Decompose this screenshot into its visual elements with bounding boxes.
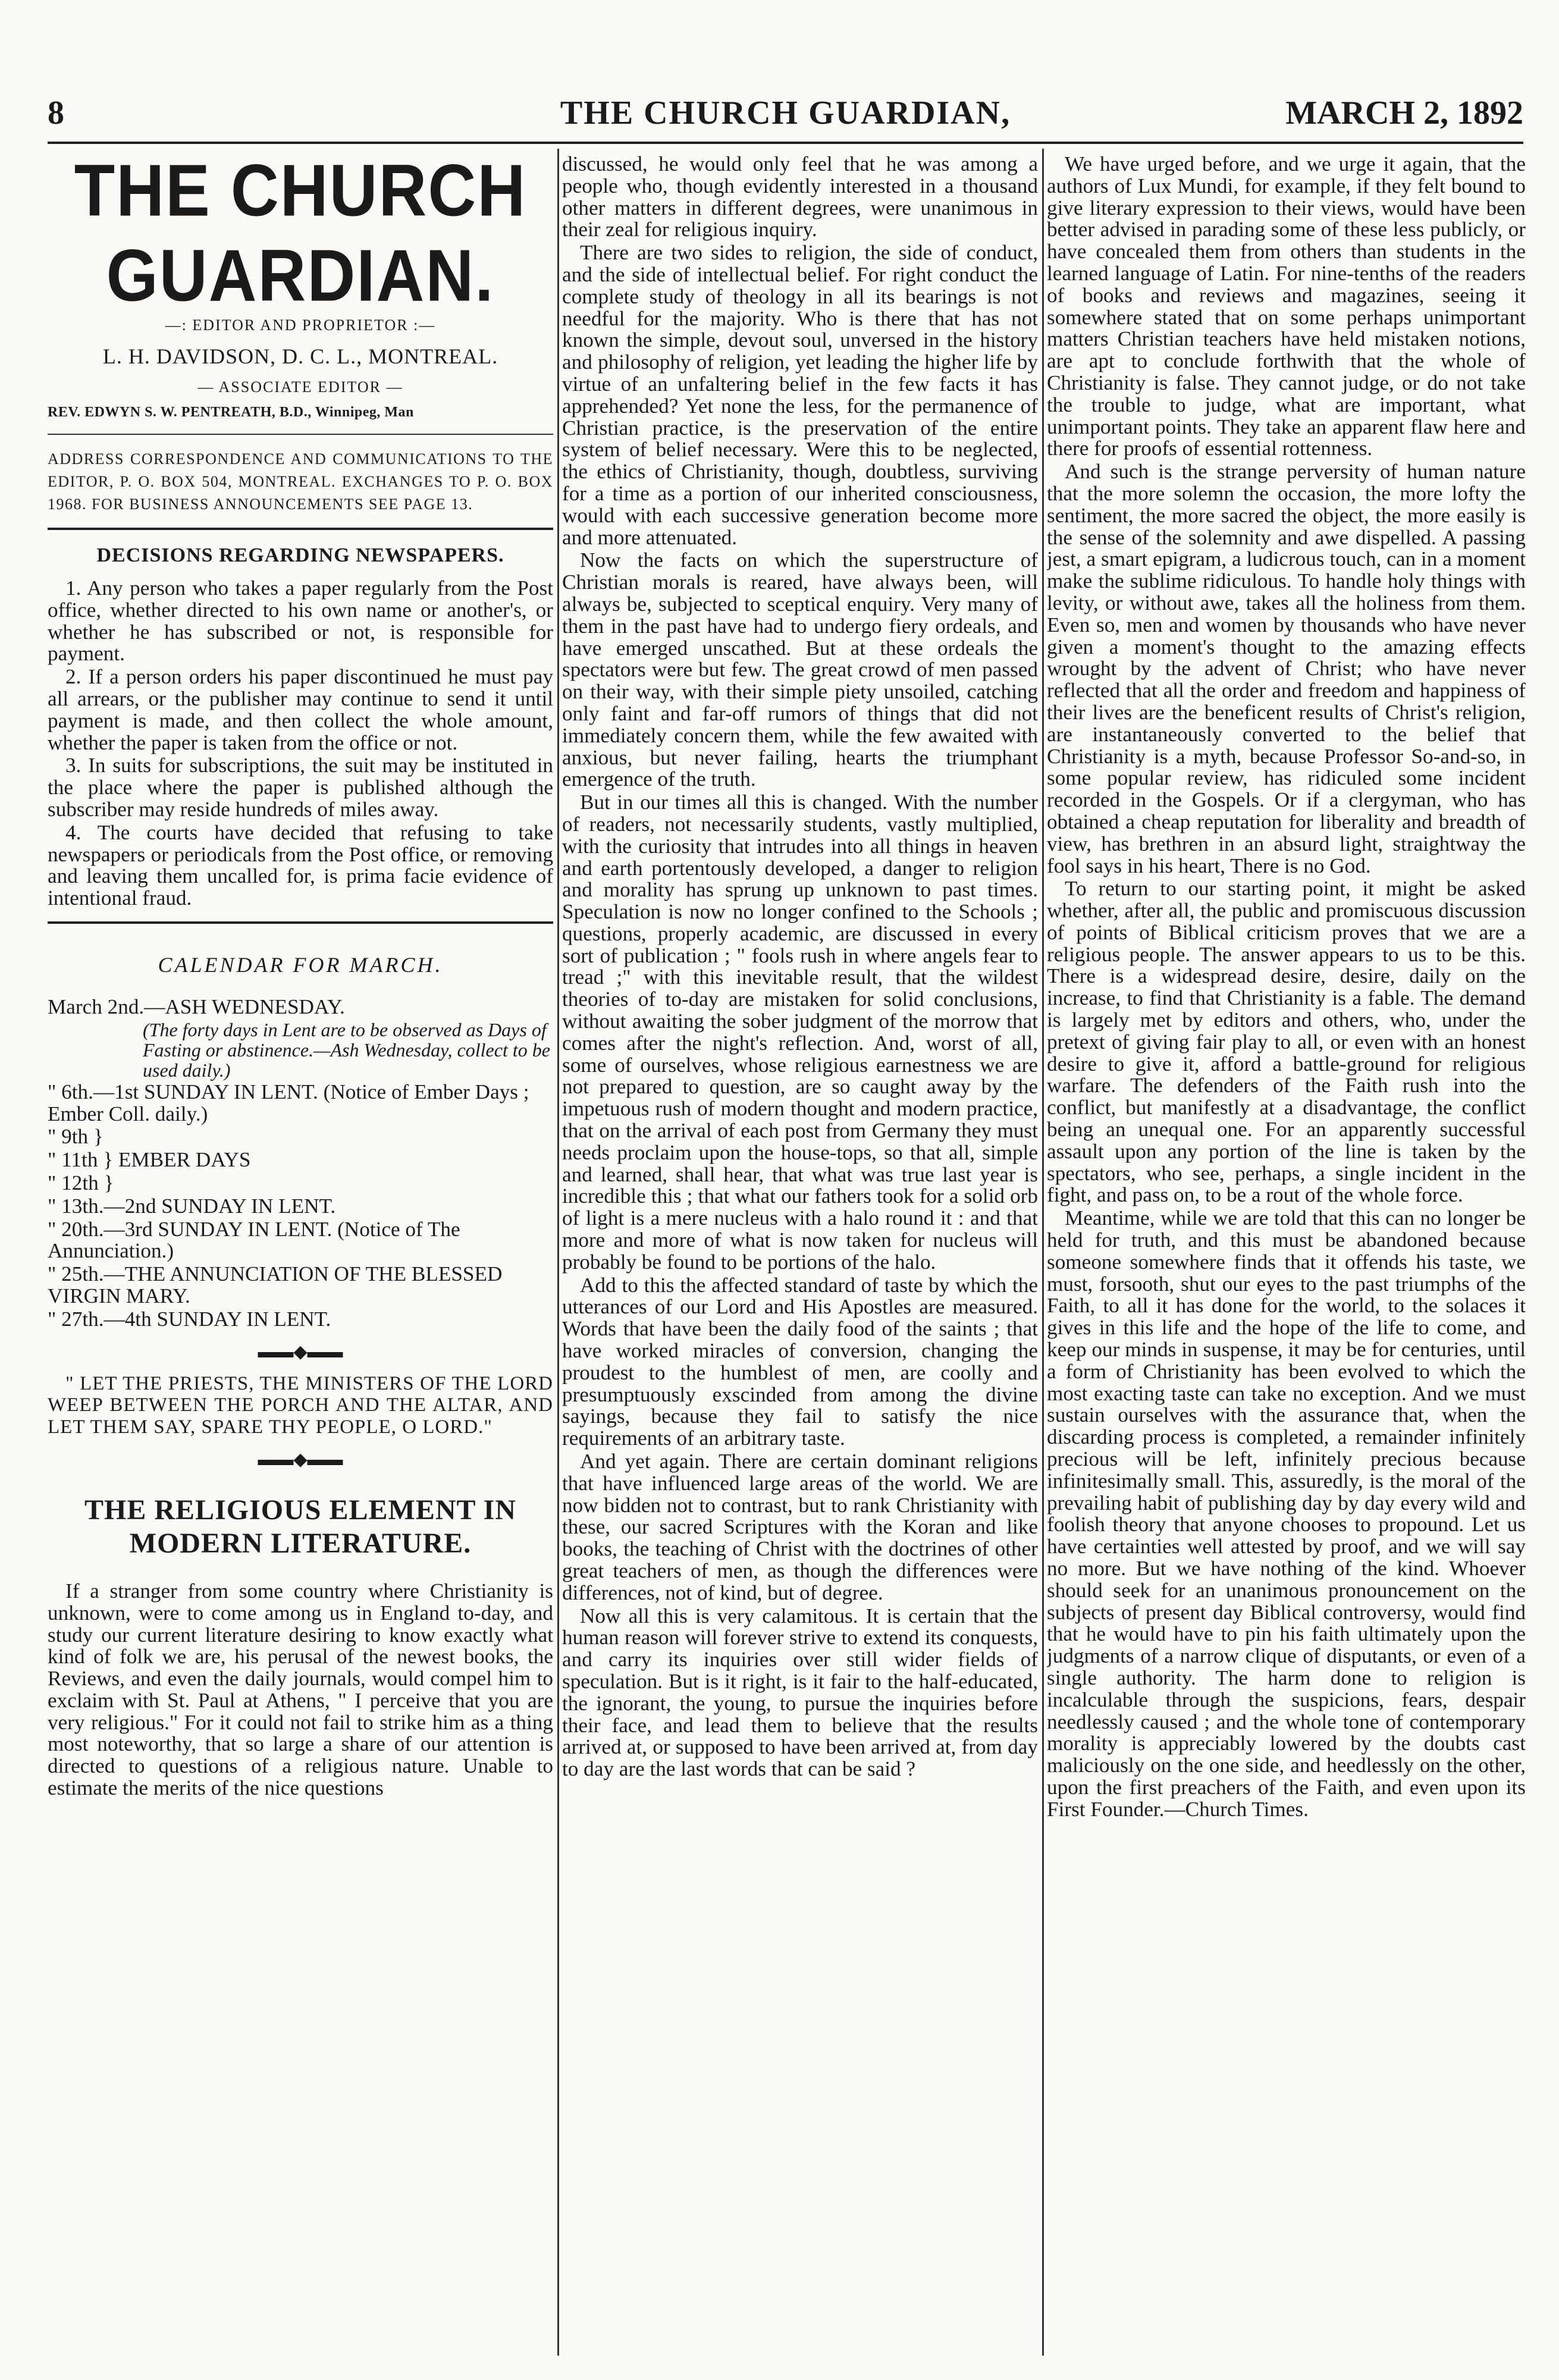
decision-item: 3. In suits for subscriptions, the suit may be instituted in the place where the paper is published although the subscriber may reside hundreds of miles away. [48,754,553,821]
column-3 [1047,153,1526,2356]
calendar-entry: " 20th.—3rd SUNDAY IN LENT. (Notice of The Annunciation.) [48,1217,460,1263]
column-divider [1042,149,1044,2356]
article-heading: THE RELIGIOUS ELEMENT IN MODERN LITERATURE. [84,1494,516,1559]
column-divider [557,149,559,2356]
calendar-entry: March 2nd.—ASH WEDNESDAY. [48,995,345,1018]
page-header [48,94,1523,142]
divider [48,528,553,530]
masthead-title: THE CHURCH GUARDIAN. [74,153,527,316]
column-2 [562,153,1038,2356]
calendar-entry: " 12th } [48,1171,114,1194]
column-1 [48,153,553,2356]
calendar-entry: " 6th.—1st SUNDAY IN LENT. (Notice of Ember Days ; Ember Coll. daily.) [48,1080,529,1125]
address-notice: ADDRESS CORRESPONDENCE AND COMMUNICATIONS TO THE EDITOR, P. O. BOX 504, MONTREAL. EXCHANGES TO P. O. BOX 1968. FOR BUSINESS ANNOUNCEMENTS SEE PAGE 13. [48,450,553,513]
page-number: 8 [48,95,64,131]
ornament-divider: ▬▬◆▬▬ [258,1341,343,1362]
editor-name: L. H. DAVIDSON, D. C. L., MONTREAL. [102,344,498,368]
article-paragraph: To return to our starting point, it might be asked whether, after all, the public and promiscuous discussion of points of Biblical criticism proves that we are a religious people. The answer appears to us to be this. There is a widespread desire, desire, daily on the increase, to find that Christianity is a fable. The demand is largely met by editors and others, who, under the pretext of giving fair play to all, or even with an honest desire to give it, afford a battle-ground for religious warfare. The defenders of the Faith rush into the conflict, but manifestly at a disadvantage, the conflict being an unequal one. For an apparently successful assault upon any portion of the line is taken by the spectators, who see, perhaps, a single incident in the fight, and pass on, to be a rout of the whole force. [1047,877,1526,1207]
issue-date: MARCH 2, 1892 [1285,95,1523,131]
calendar-entry: (The forty days in Lent are to be observed as Days of Fasting or abstinence.—Ash Wednesday, collect to be used daily.) [143,1018,550,1081]
calendar-quote: " LET THE PRIESTS, THE MINISTERS OF THE LORD WEEP BETWEEN THE PORCH AND THE ALTAR, AND LET THEM SAY, SPARE THY PEOPLE, O LORD." [48,1372,553,1438]
ornament-divider: ▬▬◆▬▬ [258,1449,343,1469]
decision-item: 1. Any person who takes a paper regularly from the Post office, whether directed to his own name or another's, or whether he has subscribed or not, is responsible for payment. [48,576,553,666]
calendar-entry: " 9th } [48,1125,103,1149]
calendar-heading: CALENDAR FOR MARCH. [158,952,443,977]
decisions-heading: DECISIONS REGARDING NEWSPAPERS. [96,544,504,566]
header-rule [48,142,1523,144]
article-paragraph: And yet again. There are certain dominant religions that have influenced large areas of the world. We are now bidden not to contrast, but to rank Christianity with these, our sacred Scriptures with the Koran and like books, the teaching of Christ with the doctrines of other great teachers of men, as though the differences were differences, not of kind, but of degree. [562,1450,1038,1604]
article-paragraph: Now all this is very calamitous. It is certain that the human reason will forever strive to extend its conquests, and carry its inquiries over still wider fields of speculation. But is it right, is it fair to the half-educated, the ignorant, the young, to pursue the inquiries before their face, and lead them to believe that the results arrived at, or supposed to have been arrived at, from day to day are the last words that can be said ? [562,1604,1038,1781]
divider [48,921,553,924]
calendar-entry: " 25th.—THE ANNUNCIATION OF THE BLESSED VIRGIN MARY. [48,1262,503,1307]
article-paragraph: And such is the strange perversity of human nature that the more solemn the occasion, the more lofty the sentiment, the more sacred the object, the more easily is the sense of the solemnity and awe dispelled. A passing jest, a smart epigram, a ludicrous touch, can in a moment make the sublime ridiculous. To handle holy things with levity, or without awe, takes all the holiness from them. Even so, men and women by thousands who have never given a moment's thought to the amazing effects wrought by the advent of Christ; who have never reflected that all the order and freedom and happiness of their lives are the beneficent results of Christ's religion, are instantaneously converted to the belief that Christianity is a myth, because Professor So-and-so, in some popular review, has ridiculed some incident recorded in the Gospels. Or if a clergyman, who has obtained a cheap reputation for liberality and breadth of view, has brethren in an absurd light, straightway the fool says in his heart, There is no God. [1047,460,1526,877]
decision-item: 4. The courts have decided that refusing to take newspapers or periodicals from the Post office, or removing and leaving them uncalled for, is prima facie evidence of intentional fraud. [48,820,553,910]
running-title: THE CHURCH GUARDIAN, [560,95,1011,131]
article-paragraph: There are two sides to religion, the side of conduct, and the side of intellectual belief. For right conduct the complete study of theology in all its bearings is not needful for the majority. Who is there that has not known the simple, devout soul, unversed in the history and philosophy of religion, yet leading the higher life by virtue of an unfaltering belief in the few facts it has apprehended? Yet none the less, for the permanence of Christian practice, is the preservation of the entire system of belief necessary. Were this to be neglected, the ethics of Christianity, though, doubtless, surviving for a time as a portion of our inherited consciousness, would with each successive generation become more and more attenuated. [562,241,1038,549]
article-paragraph: We have urged before, and we urge it again, that the authors of Lux Mundi, for example, if they felt bound to give literary expression to their views, would have been better advised in parading some of these less publicly, or have concealed them from others than students in the learned language of Latin. For nine-tenths of the readers of books and reviews and magazines, seeing it somewhere stated that on some perhaps unimportant matters Christian teachers have held mistaken notions, are apt to conclude forthwith that the whole of Christianity is false. They cannot judge, or do not take the trouble to judge, what are important, what unimportant points. They take an apparent flaw here and there for proofs of essential rottenness. [1047,153,1526,460]
article-paragraph: discussed, he would only feel that he was among a people who, though evidently interested in a thousand other matters in different degrees, were unanimous in their zeal for religious inquiry. [562,153,1038,242]
associate-editor: REV. EDWYN S. W. PENTREATH, B.D., Winnipeg, Man [48,404,414,420]
article-paragraph: Now the facts on which the superstructure of Christian morals is reared, have always been, will always be, subjected to sceptical enquiry. Very many of them in the past have had to undergo fiery ordeals, and have emerged unscathed. But at these ordeals the spectators were but few. The great crowd of men passed on their way, with their simple piety unsoiled, catching only faint and far-off rumors of things that did not immediately concern them, while the few awaited with anxious, but never failing, hearts the triumphant emergence of the truth. [562,548,1038,791]
calendar-entry: " 27th.—4th SUNDAY IN LENT. [48,1307,331,1331]
article-paragraph: Add to this the affected standard of taste by which the utterances of our Lord and His Apostles are measured. Words that have been the daily food of the saints ; that have worked miracles of conversion, changing the proudest to the humblest of men, are coolly and presumptuously exscinded from among the divine sayings, because they fail to satisfy the nice requirements of an arbitrary taste. [562,1273,1038,1450]
calendar-entry: " 13th.—2nd SUNDAY IN LENT. [48,1194,336,1218]
article-paragraph: If a stranger from some country where Christianity is unknown, were to come among us in England to-day, and study our current literature desiring to know exactly what kind of folk we are, his perusal of the newest books, the Reviews, and even the daily journals, would compel him to exclaim with St. Paul at Athens, " I perceive that you are very religious." For it could not fail to strike him as a thing most noteworthy, that so large a share of our attention is directed to questions of a religious nature. Unable to estimate the merits of the nice questions [48,1579,553,1800]
editor-label: —: EDITOR AND PROPRIETOR :— [165,316,436,334]
decision-item: 2. If a person orders his paper discontinued he must pay all arrears, or the publisher may continue to send it until payment is made, and then collect the whole amount, whether the paper is taken from the office or not. [48,665,553,754]
article-paragraph: But in our times all this is changed. With the number of readers, not necessarily students, vastly multiplied, with the curiosity that intrudes into all things in heaven and earth portentously developed, a danger to religion and morality has sprung up unknown to past times. Speculation is now no longer confined to the Schools ; questions, properly academic, are discussed in every sort of publication ; " fools rush in where angels fear to tread ;" with this inevitable result, that the wildest theories of to-day are mistaken for solid conclusions, without awaiting the sober judgment of the morrow that comes after the night's reflection. And, worst of all, some of ourselves, whose religious earnestness we are not prepared to question, are so caught away by the impetuous rush of modern thought and modern practice, that on the arrival of each post from Germany they must needs proclaim upon the house-tops, so that all, simple and learned, shall hear, that what was true last year is incredible this ; that what our fathers took for a solid orb of light is a mere nucleus with a halo round it : and that more and more of what is now taken for nucleus will probably be found to be portions of the halo. [562,791,1038,1274]
article-paragraph: Meantime, while we are told that this can no longer be held for truth, and this must be abandoned because someone somewhere finds that it offends his taste, we must, forsooth, shut our eyes to the past triumphs of the Faith, to all it has done for the world, to the solaces it gives in this life and the hope of the life to come, and keep our minds in suspense, it may be for centuries, until a form of Christianity has been evolved to which the most exacting taste can take no exception. And we must sustain ourselves with the assurance that, when the discarding process is completed, a remainder infinitely precious will be left, infinitely precious because infinitesimally small. This, assuredly, is the moral of the prevailing habit of publishing day by day every wild and foolish theory that anyone chooses to propound. Let us have certainties well attested by proof, and we will say no more. But we have nothing of the kind. Whoever should seek for an unanimous pronouncement on the subjects of present day Biblical controversy, would find that he would have to pin his faith ultimately upon the judgments of a narrow clique of disputants, or even of a single authority. The harm done to religion is incalculable through the suspicions, fears, despair needlessly caused ; and the whole tone of contemporary morality is appreciably lowered by the doubts cast maliciously on the one side, and heedlessly on the other, upon the first preachers of the Faith, and even upon its First Founder.—Church Times. [1047,1206,1526,1821]
divider [48,434,553,435]
calendar-entry: " 11th } EMBER DAYS [48,1148,251,1172]
associate-label: — ASSOCIATE EDITOR — [197,378,403,396]
calendar-list [48,996,553,1331]
